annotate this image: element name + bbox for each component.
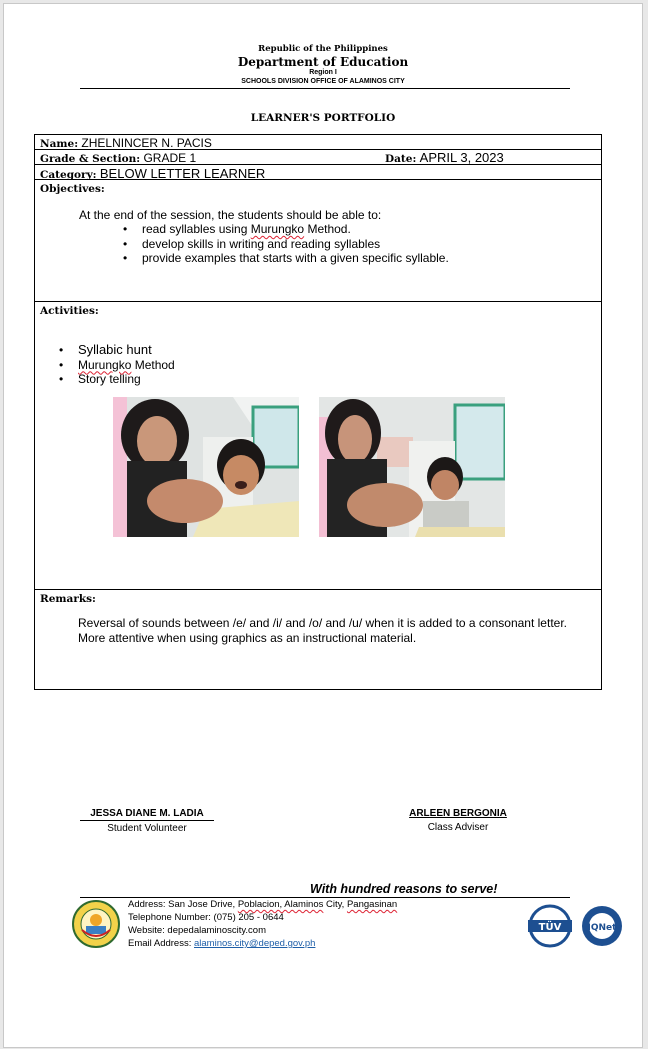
- list-item: More attentive when using graphics as an instructional material.: [78, 630, 417, 645]
- student-volunteer-role: Student Volunteer: [107, 823, 187, 834]
- activity-photo-1: [113, 397, 299, 537]
- list-item: • Murungko Method: [59, 357, 175, 372]
- list-item: • read syllables using Murungko Method.: [123, 222, 351, 236]
- list-item: • develop skills in writing and reading syllables: [123, 236, 381, 251]
- category-value: BELOW LETTER LEARNER: [99, 166, 266, 181]
- list-item: • provide examples that starts with a given specific syllable.: [123, 251, 449, 265]
- footer-website: Website: depedalaminoscity.com: [128, 925, 266, 936]
- grade-label: Grade & Section:: [40, 153, 141, 165]
- objectives-intro: At the end of the session, the students should be able to:: [79, 208, 382, 222]
- deped-seal-icon: [72, 900, 120, 948]
- republic-heading: Republic of the Philippines: [258, 44, 388, 54]
- page-title: LEARNER'S PORTFOLIO: [250, 112, 396, 124]
- footer-contact: [128, 898, 397, 950]
- objectives-section: [35, 180, 601, 302]
- remarks-list: [59, 616, 567, 645]
- name-value: ZHELNINCER N. PACIS: [81, 136, 212, 150]
- category-label: Category:: [40, 169, 97, 181]
- portfolio-form: [34, 134, 602, 690]
- remarks-section: [35, 590, 601, 689]
- grade-value: GRADE 1: [143, 151, 197, 165]
- department-heading: Department of Education: [237, 55, 409, 69]
- name-label: Name:: [40, 138, 79, 150]
- activities-label: Activities:: [40, 305, 99, 317]
- list-item: • Story telling: [59, 372, 141, 386]
- remarks-label: Remarks:: [40, 593, 96, 605]
- division-heading: SCHOOLS DIVISION OFFICE OF ALAMINOS CITY: [241, 78, 405, 85]
- footer-address: Address: San Jose Drive, Poblacion, Alaminos City, Pangasinan: [128, 899, 398, 910]
- activities-list: [59, 343, 175, 387]
- document-page: [3, 3, 643, 1048]
- list-item: • Syllabic hunt: [59, 342, 152, 357]
- footer-email: Email Address: alaminos.city@deped.gov.ph: [128, 938, 316, 949]
- footer-tagline: With hundred reasons to serve!: [310, 882, 498, 896]
- class-adviser-name: ARLEEN BERGONIA: [409, 808, 507, 819]
- region-heading: Region I: [309, 69, 337, 76]
- svg-text:TÜV: TÜV: [538, 922, 562, 933]
- svg-text:IQNet: IQNet: [587, 923, 617, 933]
- category-row: [35, 165, 601, 180]
- footer-telephone: Telephone Number: (075) 205 - 0644: [128, 912, 284, 923]
- date-label: Date:: [385, 153, 417, 165]
- name-row: [35, 135, 601, 150]
- student-volunteer-name: JESSA DIANE M. LADIA: [80, 808, 214, 821]
- activities-section: [35, 302, 601, 590]
- iso-certification-icon: [526, 904, 574, 948]
- iqnet-icon: [580, 904, 624, 948]
- grade-row: [35, 150, 601, 165]
- header-divider: [80, 88, 570, 89]
- date-value: APRIL 3, 2023: [419, 150, 504, 165]
- activity-photo-2: [319, 397, 505, 537]
- class-adviser-role: Class Adviser: [427, 822, 489, 833]
- signature-right: [408, 808, 508, 833]
- signature-left: [80, 808, 214, 834]
- objectives-list: [123, 222, 449, 266]
- list-item: Reversal of sounds between /e/ and /i/ and /o/ and /u/ when it is added to a consonant letter.: [78, 616, 567, 630]
- objectives-label: Objectives:: [40, 183, 105, 195]
- email-link[interactable]: alaminos.city@deped.gov.ph: [194, 938, 316, 949]
